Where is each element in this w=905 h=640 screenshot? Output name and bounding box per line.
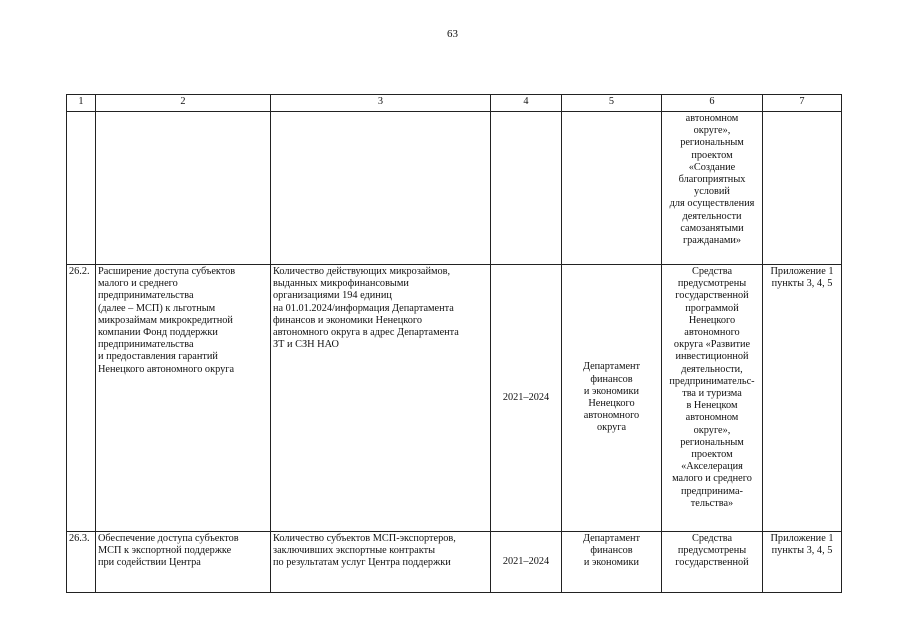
period-cell: 2021–2024 [491, 265, 562, 532]
period-cell: 2021–2024 [491, 532, 562, 593]
cell-line: тельства» [690, 497, 734, 509]
executor-cell [562, 532, 662, 593]
cell-line: Количество действующих микрозаймов, [273, 266, 451, 277]
cell-line: при содействии Центра [98, 557, 201, 569]
cell-line: малого и среднего [672, 473, 752, 485]
appendix-cell [763, 112, 842, 265]
cell-line: автономного [684, 327, 740, 339]
cell-line: инвестиционной [675, 351, 749, 363]
cell-line: автономного округа в адрес Департамента [273, 327, 459, 339]
funding-cell [662, 265, 763, 532]
row-number-cell [67, 112, 96, 265]
cell-line: и экономики [583, 385, 640, 397]
column-header: 1 [67, 95, 96, 112]
cell-line: финансов [590, 373, 633, 385]
cell-line: на 01.01.2024/информация Департамента [273, 302, 454, 314]
cell-line: округа [596, 422, 627, 434]
cell-line: пункты 3, 4, 5 [771, 545, 833, 557]
table-row [67, 112, 842, 265]
funding-cell [662, 112, 763, 265]
cell-line: региональным [680, 436, 744, 448]
cell-line: «Акселерация [681, 461, 743, 473]
measure-cell [96, 532, 271, 593]
cell-line: предусмотрены [677, 545, 747, 557]
cell-line: условий [694, 186, 730, 198]
cell-line: Приложение 1 [770, 533, 834, 544]
cell-line: Приложение 1 [770, 266, 834, 277]
cell-line: Департамент [582, 533, 641, 544]
cell-line: гражданами» [682, 235, 742, 247]
table-header-row [67, 95, 842, 112]
cell-line: деятельности [682, 210, 742, 222]
row-number-cell: 26.3. [67, 532, 96, 593]
cell-line: самозанятыми [680, 222, 744, 234]
cell-line: пункты 3, 4, 5 [771, 278, 833, 290]
measure-cell [96, 265, 271, 532]
cell-line: Департамент [582, 361, 641, 373]
column-header: 7 [763, 95, 842, 112]
cell-line: предпринимательства [98, 339, 194, 351]
cell-line: и экономики [583, 557, 640, 569]
cell-line: «Создание [688, 161, 736, 173]
cell-line: программой [685, 302, 739, 314]
cell-line: округе», [693, 424, 731, 436]
table-row [67, 532, 842, 593]
cell-line: Ненецкого [688, 314, 736, 326]
measure-cell [96, 112, 271, 265]
page-number: 63 [447, 28, 458, 40]
column-header: 5 [562, 95, 662, 112]
cell-line: (далее – МСП) к льготным [98, 302, 216, 314]
cell-line: МСП к экспортной поддержке [98, 545, 232, 557]
cell-line: проектом [691, 149, 733, 161]
cell-line: автономном [685, 113, 739, 124]
cell-line: Ненецкого автономного округа [98, 363, 235, 375]
cell-line: Расширение доступа субъектов [98, 266, 236, 277]
cell-line: и предоставления гарантий [98, 351, 218, 363]
indicator-cell [271, 112, 491, 265]
cell-line: округа «Развитие [673, 339, 751, 351]
cell-line: в Ненецком [686, 400, 738, 412]
cell-line: микрозаймам микрокредитной [98, 314, 233, 326]
cell-line: автономного [583, 410, 640, 422]
cell-line: Обеспечение доступа субъектов [98, 533, 239, 544]
cell-line: заключивших экспортные контракты [273, 545, 436, 557]
column-header: 4 [491, 95, 562, 112]
cell-line: организациями 194 единиц [273, 290, 392, 302]
cell-line: проектом [691, 449, 733, 461]
cell-line: тва и туризма [682, 388, 742, 400]
column-header: 3 [271, 95, 491, 112]
indicator-cell [271, 532, 491, 593]
indicator-cell [271, 265, 491, 532]
cell-line: по результатам услуг Центра поддержки [273, 557, 451, 569]
cell-line: финансов [590, 545, 633, 557]
cell-line: Средства [691, 533, 733, 544]
funding-cell [662, 532, 763, 593]
cell-line: Средства [691, 266, 733, 277]
cell-line: автономном [685, 412, 739, 424]
cell-line: предпринимательс- [669, 375, 755, 387]
cell-line: ЗТ и СЗН НАО [273, 339, 339, 351]
measures-table [66, 94, 842, 593]
table-row [67, 265, 842, 532]
cell-line: государственной [675, 557, 749, 569]
column-header: 2 [96, 95, 271, 112]
cell-line: региональным [680, 137, 744, 149]
cell-line: Количество субъектов МСП-экспортеров, [273, 533, 456, 544]
cell-line: выданных микрофинансовыми [273, 278, 409, 290]
cell-line: Ненецкого [588, 398, 635, 409]
cell-line: деятельности, [681, 363, 743, 375]
cell-line: для осуществления [669, 198, 755, 210]
column-header: 6 [662, 95, 763, 112]
row-number-cell: 26.2. [67, 265, 96, 532]
cell-line: предпринимательства [98, 290, 194, 302]
executor-cell [562, 112, 662, 265]
appendix-cell [763, 265, 842, 532]
cell-line: финансов и экономики Ненецкого [273, 314, 422, 326]
cell-line: компании Фонд поддержки [98, 327, 218, 339]
period-cell [491, 112, 562, 265]
cell-line: предпринима- [681, 485, 743, 497]
cell-line: благоприятных [678, 174, 746, 186]
cell-line: предусмотрены [677, 278, 747, 290]
cell-line: малого и среднего [98, 278, 178, 290]
cell-line: государственной [675, 290, 749, 302]
appendix-cell [763, 532, 842, 593]
executor-cell [562, 265, 662, 532]
cell-line: округе», [693, 125, 731, 137]
